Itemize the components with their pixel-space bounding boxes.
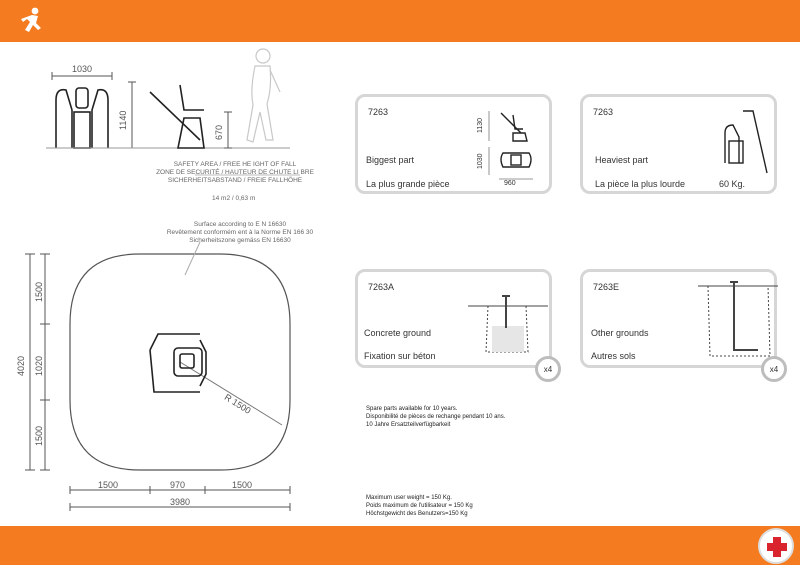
- footer-band: [0, 526, 800, 565]
- biggest-dim-w: 960: [504, 180, 516, 187]
- quantity-badge: x4: [535, 356, 561, 382]
- elevation-height-dim: 1140: [118, 110, 128, 130]
- surface-caption: Surface according to E N 16630 Revêtement conformém ent à la Norme EN 166 30 Sicherheitszone gemäss EN 16630: [166, 221, 314, 244]
- fall-height-dim: 670: [214, 124, 224, 140]
- concrete-anchor-icon: [468, 292, 548, 362]
- plan-total-width-dim: 3980: [170, 497, 191, 507]
- first-aid-icon: [758, 528, 794, 564]
- biggest-dim-h1: 1130: [477, 117, 484, 133]
- card-label-fr: Autres sols: [591, 351, 636, 361]
- spare-parts-note: Spare parts available for 10 years. Disponibilité de pièces de rechange pendant 10 ans. 10 Jahre Ersatzteilverfügbarkeit: [366, 406, 506, 428]
- plan-mid-dim: 1020: [34, 355, 44, 376]
- front-view-machine: [56, 88, 108, 148]
- heaviest-part-icon: [713, 103, 773, 183]
- card-label-en: Other grounds: [591, 328, 649, 338]
- card-code: 7263: [593, 107, 614, 117]
- heaviest-part-card: [580, 94, 777, 194]
- max-user-weight-note: Maximum user weight = 150 Kg. Poids maximum de l'utilisateur = 150 Kg Höchstgewicht des Benutzers=150 Kg: [366, 495, 473, 517]
- side-view-machine: [150, 85, 204, 148]
- card-label-en: Heaviest part: [595, 155, 649, 165]
- card-label-fr: La plus grande pièce: [366, 179, 450, 189]
- other-grounds-card: [580, 269, 779, 374]
- concrete-ground-card: [355, 269, 553, 374]
- plan-top-dim: 1500: [34, 281, 44, 302]
- biggest-part-card: [355, 94, 552, 194]
- card-label-fr: Fixation sur béton: [364, 351, 436, 361]
- card-label-en: Biggest part: [366, 155, 415, 165]
- plan-total-height-dim: 4020: [16, 355, 26, 376]
- card-code: 7263: [368, 107, 389, 117]
- quantity-badge: x4: [761, 356, 787, 382]
- plan-bottom-dim: 1500: [34, 425, 44, 446]
- plan-right-dim: 1500: [232, 480, 253, 490]
- card-code: 7263A: [368, 282, 395, 292]
- biggest-part-icon: [473, 103, 548, 187]
- plan-left-dim: 1500: [98, 480, 119, 490]
- card-label-fr: La pièce la plus lourde: [595, 179, 686, 189]
- card-label-en: Concrete ground: [364, 328, 432, 338]
- radius-label: R 1500: [222, 392, 253, 416]
- card-code: 7263E: [593, 282, 620, 292]
- plan-mid-width-dim: 970: [170, 480, 186, 490]
- safety-area-caption: SAFETY AREA / FREE HE IGHT OF FALL ZONE DE SECURITÉ / HAUTEUR DE CHUTE LI BRE SICHERHEITSABSTAND / FREIE FALLHÖHE: [156, 161, 314, 184]
- heaviest-weight: 60 Kg.: [719, 179, 746, 189]
- human-silhouette: [247, 49, 280, 142]
- elevation-width-dim: 1030: [72, 64, 93, 74]
- ground-anchor-icon: [698, 276, 778, 366]
- safety-area-value: 14 m2 / 0,63 m: [212, 195, 256, 202]
- plan-view-machine: [150, 334, 206, 392]
- biggest-dim-h2: 1030: [477, 153, 484, 169]
